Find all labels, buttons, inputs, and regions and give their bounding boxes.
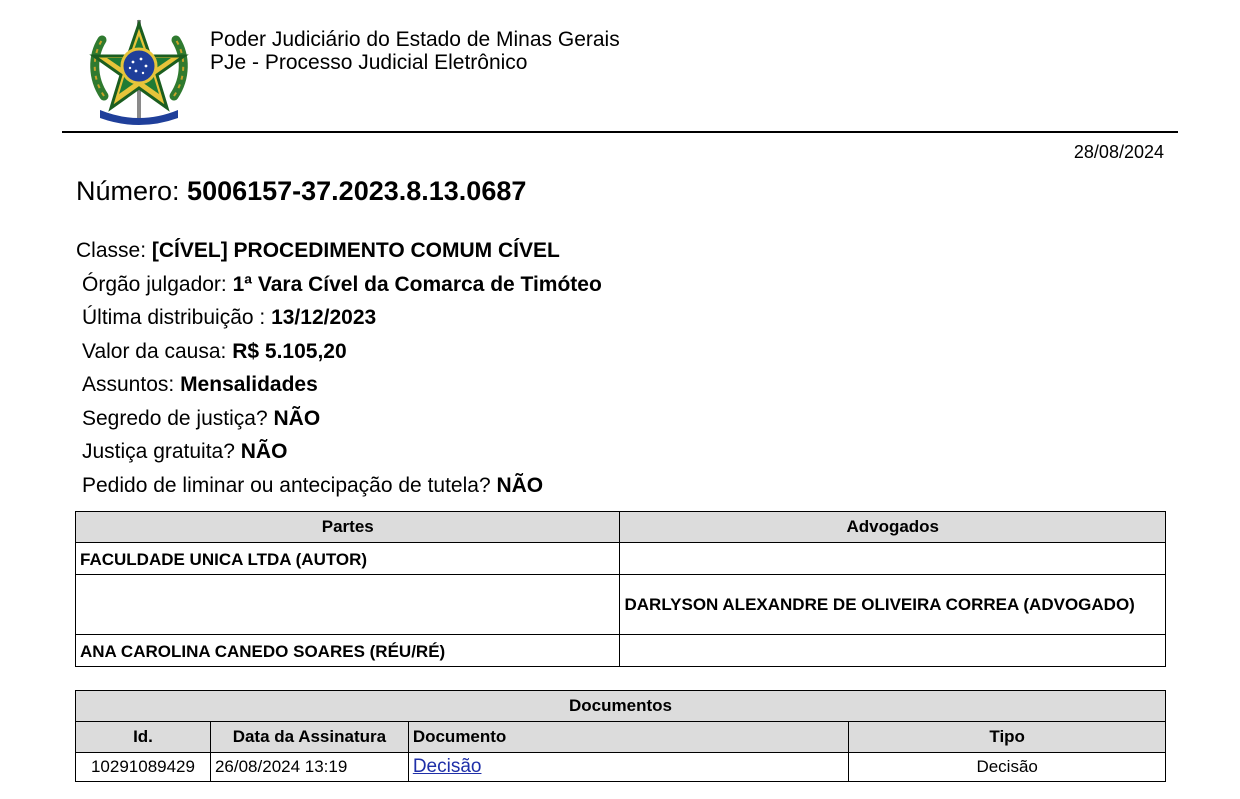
column-header-advogados: Advogados: [620, 512, 1166, 543]
lawyer-cell: [620, 635, 1166, 667]
documents-title: Documentos: [76, 691, 1166, 722]
lawyer-cell: [620, 543, 1166, 575]
court-name: Poder Judiciário do Estado de Minas Gerais: [210, 28, 620, 51]
court-header: [210, 28, 620, 74]
column-header-partes: Partes: [76, 512, 620, 543]
column-header-id: Id.: [76, 722, 211, 753]
table-header-row: [76, 722, 1166, 753]
field-label: Última distribuição :: [82, 306, 266, 329]
field-label: Órgão julgador:: [82, 272, 227, 296]
process-number: [76, 176, 526, 207]
table-row: [76, 635, 1166, 667]
system-name: PJe - Processo Judicial Eletrônico: [210, 51, 528, 74]
doc-name-cell: [408, 753, 849, 782]
lawyer-cell: DARLYSON ALEXANDRE DE OLIVEIRA CORREA (ADVOGADO): [620, 575, 1166, 635]
field-label: Pedido de liminar ou antecipação de tutela?: [82, 473, 491, 497]
field-value: R$ 5.105,20: [232, 339, 347, 363]
field-value: NÃO: [496, 473, 544, 497]
field-justica-gratuita: [76, 438, 602, 472]
field-pedido-liminar: [76, 472, 602, 506]
coat-of-arms-icon: [86, 18, 192, 128]
field-value: Mensalidades: [180, 373, 318, 396]
field-ultima-distribuicao: [76, 304, 602, 338]
field-value: NÃO: [273, 406, 321, 430]
field-orgao-julgador: [76, 271, 602, 305]
party-cell: ANA CAROLINA CANEDO SOARES (RÉU/RÉ): [76, 635, 620, 667]
field-valor-causa: [76, 338, 602, 372]
party-cell: FACULDADE UNICA LTDA (AUTOR): [76, 543, 620, 575]
process-number-label: Número:: [76, 176, 180, 206]
column-header-tipo: Tipo: [849, 722, 1166, 753]
doc-type-cell: Decisão: [849, 753, 1166, 782]
field-value: NÃO: [240, 440, 288, 463]
table-header-row: [76, 512, 1166, 543]
party-cell: [76, 575, 620, 635]
column-header-data-assinatura: Data da Assinatura: [210, 722, 408, 753]
field-label: Segredo de justiça?: [82, 406, 268, 430]
table-title-row: [76, 691, 1166, 722]
field-classe: [76, 237, 602, 271]
field-label: Justiça gratuita?: [82, 440, 235, 463]
table-row: [76, 575, 1166, 635]
field-value: 13/12/2023: [271, 306, 377, 329]
process-number-value: 5006157-37.2023.8.13.0687: [187, 176, 527, 206]
doc-date-cell: 26/08/2024 13:19: [210, 753, 408, 782]
table-row: [76, 753, 1166, 782]
parties-table: [75, 511, 1166, 667]
header-divider: [62, 131, 1178, 133]
field-label: Classe:: [76, 239, 147, 262]
field-label: Assuntos:: [82, 373, 175, 396]
process-details: [76, 237, 602, 505]
document-link[interactable]: Decisão: [412, 756, 482, 777]
field-assuntos: [76, 371, 602, 405]
documents-table: [75, 690, 1166, 782]
field-value: [CÍVEL] PROCEDIMENTO COMUM CÍVEL: [151, 239, 560, 262]
field-value: 1ª Vara Cível da Comarca de Timóteo: [232, 272, 602, 296]
doc-id-cell: 10291089429: [76, 753, 211, 782]
field-label: Valor da causa:: [82, 339, 227, 363]
print-date: 28/08/2024: [1073, 142, 1164, 162]
table-row: [76, 543, 1166, 575]
column-header-documento: Documento: [408, 722, 849, 753]
field-segredo-justica: [76, 405, 602, 439]
